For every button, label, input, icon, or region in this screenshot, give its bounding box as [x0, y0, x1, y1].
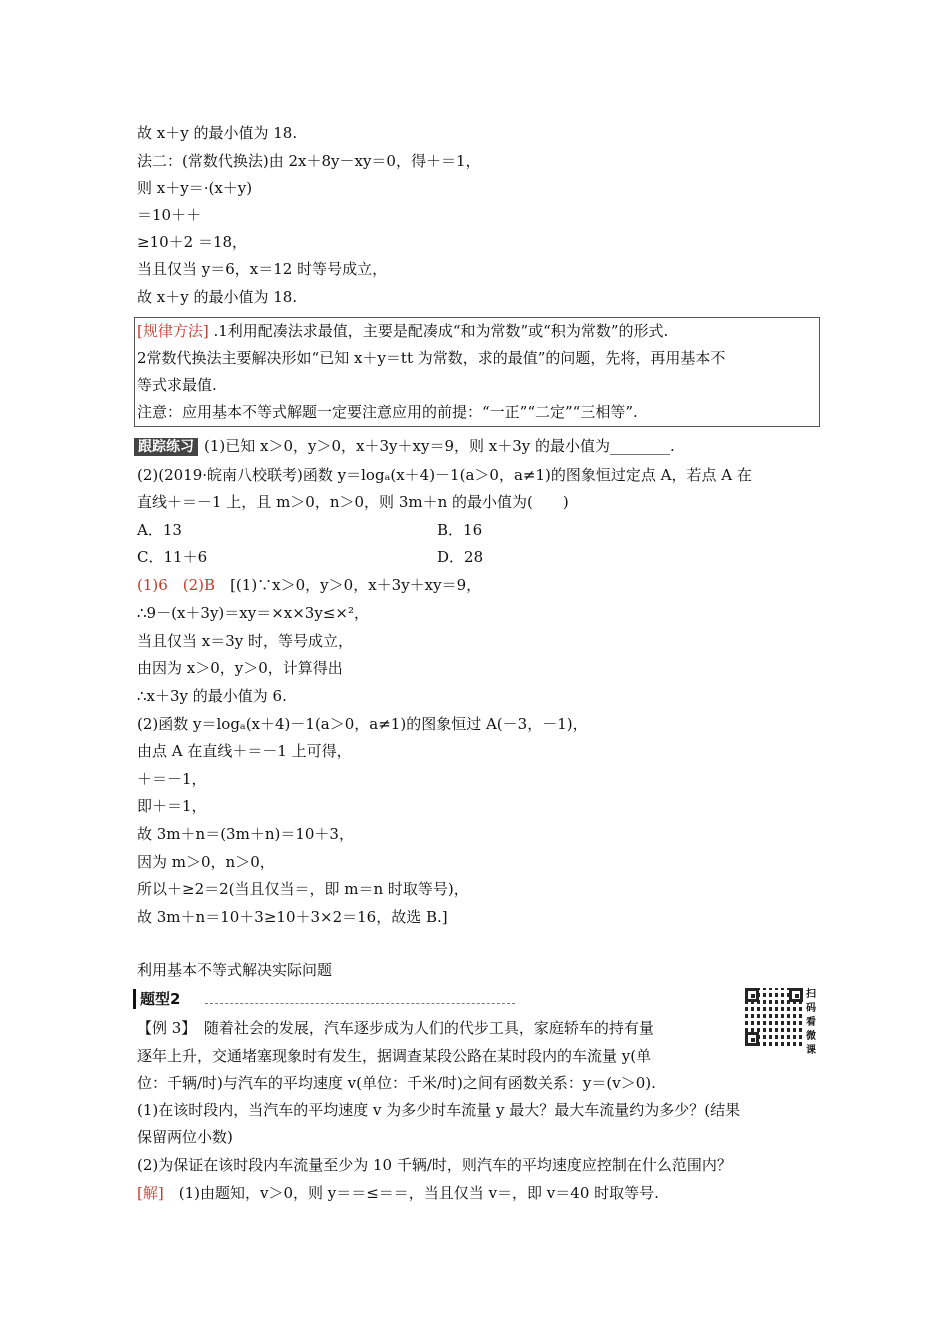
example-line — [137, 1018, 654, 1038]
practice-q2: (2)(2019·皖南八校联考)函数 y＝logₐ(x＋4)－1(a＞0，a≠1)的图象恒过定点 A，若点 A 在 — [137, 466, 752, 484]
method-line: 2常数代换法主要解决形如“已知 x＋y＝tt 为常数，求的最值”的问题，先将，再用基本不 — [137, 349, 726, 367]
answer-line: ＋＝－1， — [137, 770, 207, 788]
practice-q1-line — [134, 436, 675, 456]
example-line: 保留两位小数) — [137, 1128, 233, 1146]
qr-caption: 扫码看微课 — [806, 989, 816, 1056]
practice-tag: 跟踪练习 — [134, 438, 198, 456]
method-box — [134, 317, 820, 427]
answer-line: ∴9－(x＋3y)＝xy＝×x×3y≤×²， — [137, 604, 369, 622]
dashed-divider — [205, 1003, 515, 1004]
option-c: C．11＋6 — [137, 548, 208, 566]
text-line: 则 x＋y＝·(x＋y) — [137, 179, 253, 197]
question-type-label: 题型2 — [133, 989, 184, 1009]
solution-text: (1)由题知，v＞0，则 y＝＝≤＝＝，当且仅当 v＝，即 v＝40 时取等号. — [163, 1184, 659, 1202]
answer-first: [(1)∵x＞0，y＞0，x＋3y＋xy＝9， — [230, 576, 482, 594]
practice-q1: (1)已知 x＞0，y＞0，x＋3y＋xy＝9，则 x＋3y 的最小值为________. — [204, 437, 675, 455]
answer-line: (2)函数 y＝logₐ(x＋4)－1(a＞0，a≠1)的图象恒过 A(－3，－1)， — [137, 715, 588, 733]
answer-line: ∴x＋3y 的最小值为 6. — [137, 687, 287, 705]
method-line: 等式求最值. — [137, 376, 217, 394]
example-line: 位：千辆/时)与汽车的平均速度 v(单位：千米/时)之间有函数关系：y＝(v＞0). — [137, 1074, 656, 1092]
option-d: D．28 — [437, 548, 484, 566]
qr-code-icon[interactable] — [745, 988, 803, 1046]
section-title: 利用基本不等式解决实际问题 — [137, 961, 333, 979]
example-line: (2)为保证在该时段内车流量至少为 10 千辆/时，则汽车的平均速度应控制在什么范围内？ — [137, 1156, 732, 1174]
method-line: 注意：应用基本不等式解题一定要注意应用的前提：“一正”“二定”“三相等”. — [137, 403, 638, 421]
example-line: 逐年上升，交通堵塞现象时有发生，据调查某段公路在某时段内的车流量 y(单 — [137, 1047, 652, 1065]
text-line: 故 x＋y 的最小值为 18. — [137, 288, 298, 306]
answer-line: 故 3m＋n＝(3m＋n)＝10＋3， — [137, 825, 354, 843]
option-a: A．13 — [137, 521, 182, 539]
example-label: 【例 3】 — [137, 1019, 189, 1037]
text-line: 故 x＋y 的最小值为 18. — [137, 124, 298, 142]
answer-key: (1)6 (2)B — [137, 576, 216, 594]
answer-line: 当且仅当 x＝3y 时，等号成立， — [137, 632, 354, 650]
answer-line: 即＋＝1， — [137, 797, 207, 815]
answer-line: 由点 A 在直线＋＝－1 上可得， — [137, 742, 352, 760]
text-line: 当且仅当 y＝6，x＝12 时等号成立， — [137, 260, 388, 278]
solution-tag: [解] — [137, 1184, 164, 1202]
answer-line — [137, 575, 481, 595]
option-b: B．16 — [437, 521, 483, 539]
practice-q2: 直线＋＝－1 上，且 m＞0，n＞0，则 3m＋n 的最小值为( ) — [137, 493, 569, 511]
example-text: 随着社会的发展，汽车逐步成为人们的代步工具，家庭轿车的持有量 — [188, 1019, 654, 1037]
text-line: ≥10＋2 ＝18， — [137, 233, 248, 251]
answer-line: 所以＋≥2＝2(当且仅当＝，即 m＝n 时取等号)， — [137, 880, 469, 898]
answer-line: 由因为 x＞0，y＞0，计算得出 — [137, 659, 343, 677]
method-tag: [规律方法] — [137, 322, 209, 340]
example-line: (1)在该时段内，当汽车的平均速度 v 为多少时车流量 y 最大？最大车流量约为多少？(结果 — [137, 1101, 741, 1119]
solution-line — [137, 1183, 659, 1203]
method-line — [137, 321, 668, 341]
text-line: ＝10＋＋ — [137, 206, 202, 224]
method-text: .1利用配凑法求最值，主要是配凑成“和为常数”或“积为常数”的形式. — [213, 322, 669, 340]
answer-line: 因为 m＞0，n＞0， — [137, 853, 275, 871]
text-line: 法二：(常数代换法)由 2x＋8y－xy＝0，得＋＝1， — [137, 152, 481, 170]
answer-line: 故 3m＋n＝10＋3≥10＋3×2＝16，故选 B.] — [137, 908, 448, 926]
